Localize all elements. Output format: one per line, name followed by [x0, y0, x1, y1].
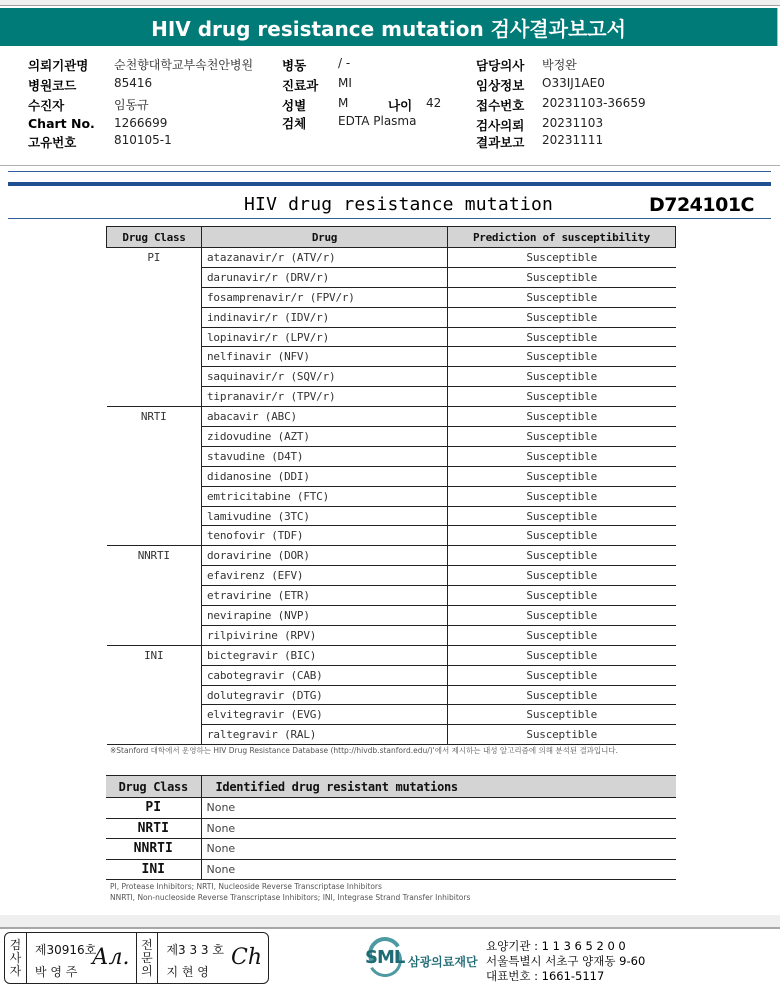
drug-class-cell [107, 486, 202, 506]
susceptibility-table-body [107, 248, 676, 745]
prediction-cell: Susceptible [448, 347, 676, 367]
examiner-label-char: 검 [9, 937, 22, 952]
request-date-label: 검사의뢰 [476, 118, 525, 133]
divider [0, 165, 780, 166]
divider [8, 171, 771, 172]
drug-class-cell [107, 685, 202, 705]
prediction-cell: Susceptible [448, 367, 676, 387]
drug-class-cell: NRTI [106, 818, 201, 839]
drug-class-cell: NRTI [107, 407, 202, 427]
examiner-label-char: 자 [9, 963, 22, 978]
drug-class-cell [107, 327, 202, 347]
specimen-value: EDTA Plasma [338, 114, 417, 128]
institution-value: 순천향대학교부속천안병원 [114, 58, 254, 72]
table-row [107, 546, 676, 566]
table-row [107, 427, 676, 447]
drug-cell: nelfinavir (NFV) [202, 347, 448, 367]
recipient-value: 임동규 [114, 98, 149, 112]
drug-cell: lamivudine (3TC) [202, 506, 448, 526]
drug-cell: cabotegravir (CAB) [202, 665, 448, 685]
drug-cell: efavirenz (EFV) [202, 566, 448, 586]
reviewer-license-no: 제3 3 3 호 [166, 943, 224, 957]
hospital-code-label: 병원코드 [28, 78, 77, 93]
drug-cell: bictegravir (BIC) [202, 645, 448, 665]
examiner-signature: Ал. [91, 945, 130, 970]
drug-cell: didanosine (DDI) [202, 466, 448, 486]
table-row [107, 685, 676, 705]
ward-label: 병동 [282, 58, 307, 73]
drug-cell: dolutegravir (DTG) [202, 685, 448, 705]
prediction-cell: Susceptible [448, 506, 676, 526]
mutations-cell: None [201, 798, 676, 819]
table-row [107, 267, 676, 287]
drug-class-cell [107, 506, 202, 526]
table-row [107, 486, 676, 506]
drug-cell: rilpivirine (RPV) [202, 625, 448, 645]
reviewer-label-char: 문 [141, 950, 153, 965]
table-row [107, 705, 676, 725]
examiner-label [5, 933, 27, 983]
prediction-cell: Susceptible [448, 446, 676, 466]
database-footnote: ※Stanford 대학에서 운영하는 HIV Drug Resistance Database (http://hivdb.stanford.edu/)'에서 제시하는 내성 알고리즘에 의해 분석된 결과입니다. [110, 746, 619, 755]
drug-class-cell [107, 267, 202, 287]
drug-cell: atazanavir/r (ATV/r) [202, 248, 448, 268]
drug-class-cell [107, 705, 202, 725]
table-row [107, 287, 676, 307]
reviewer-label-char: 전 [141, 937, 153, 952]
drug-cell: tipranavir/r (TPV/r) [202, 387, 448, 407]
doctor-label: 담당의사 [476, 58, 525, 73]
table-row [107, 526, 676, 546]
drug-class-cell: NNRTI [106, 839, 201, 860]
column-header: Drug [202, 227, 448, 248]
prediction-cell: Susceptible [448, 705, 676, 725]
abbreviation-legend [110, 881, 470, 903]
table-row [107, 625, 676, 645]
mutations-cell: None [201, 859, 676, 880]
table-header-row [106, 776, 676, 798]
top-border [0, 0, 780, 6]
prediction-cell: Susceptible [448, 586, 676, 606]
prediction-cell: Susceptible [448, 407, 676, 427]
care-institution-code: 요양기관 : 1 1 3 6 5 2 0 0 [486, 939, 626, 953]
drug-cell: doravirine (DOR) [202, 546, 448, 566]
table-row [107, 327, 676, 347]
drug-cell: zidovudine (AZT) [202, 427, 448, 447]
drug-class-cell: NNRTI [107, 546, 202, 566]
doctor-value: 박정완 [542, 58, 577, 72]
divider [8, 218, 771, 219]
reviewer-signature: Ch [231, 945, 263, 970]
table-row [107, 665, 676, 685]
drug-class-cell [107, 625, 202, 645]
prediction-cell: Susceptible [448, 267, 676, 287]
mutations-cell: None [201, 818, 676, 839]
table-row [107, 307, 676, 327]
reviewer-label-char: 의 [141, 963, 153, 978]
organization-address: 서울특별시 서초구 양재동 9-60 [486, 954, 646, 968]
drug-cell: emtricitabine (FTC) [202, 486, 448, 506]
section-title: HIV drug resistance mutation [244, 194, 554, 215]
clinical-info-label: 임상정보 [476, 78, 525, 93]
prediction-cell: Susceptible [448, 287, 676, 307]
request-date-value: 20231103 [542, 116, 604, 130]
organization-logo [365, 935, 478, 979]
drug-class-cell [107, 307, 202, 327]
logo-text: SML [365, 947, 405, 968]
legend-line: NNRTI, Non-nucleoside Reverse Transcriptase Inhibitors; INI, Integrase Strand Transfer Inhibitors [110, 893, 471, 902]
drug-cell: lopinavir/r (LPV/r) [202, 327, 448, 347]
prediction-cell: Susceptible [448, 526, 676, 546]
examiner-label-char: 사 [9, 950, 22, 965]
reviewer-name: 지 현 영 [166, 965, 209, 979]
examiner-license-no: 제30916호 [34, 943, 97, 957]
drug-class-cell [107, 387, 202, 407]
column-header: Identified drug resistant mutations [201, 776, 676, 798]
table-row [106, 859, 676, 880]
table-row [107, 387, 676, 407]
ward-value: / - [338, 56, 351, 70]
prediction-cell: Susceptible [448, 466, 676, 486]
receipt-no-value: 20231103-36659 [542, 96, 646, 110]
table-row [107, 407, 676, 427]
drug-class-cell [107, 446, 202, 466]
mutation-table [106, 775, 676, 880]
table-row [107, 506, 676, 526]
table-row [107, 586, 676, 606]
drug-class-cell [107, 586, 202, 606]
drug-cell: nevirapine (NVP) [202, 606, 448, 626]
drug-class-cell: PI [106, 798, 201, 819]
susceptibility-table [106, 226, 676, 745]
prediction-cell: Susceptible [448, 427, 676, 447]
drug-class-cell [107, 566, 202, 586]
organization-phone: 대표번호 : 1661-5117 [486, 969, 605, 983]
drug-cell: indinavir/r (IDV/r) [202, 307, 448, 327]
mutations-cell: None [201, 839, 676, 860]
drug-class-cell [107, 665, 202, 685]
drug-class-cell [107, 725, 202, 745]
test-code: D724101C [648, 194, 754, 216]
report-date-value: 20231111 [542, 133, 604, 147]
institution-label: 의뢰기관명 [28, 58, 89, 73]
report-title: HIV drug resistance mutation 검사결과보고서 [0, 8, 778, 46]
drug-cell: abacavir (ABC) [202, 407, 448, 427]
sex-value: M [338, 96, 349, 110]
prediction-cell: Susceptible [448, 307, 676, 327]
chart-no-label: Chart No. [28, 116, 95, 131]
recipient-label: 수진자 [28, 98, 65, 113]
drug-class-cell [107, 526, 202, 546]
table-row [106, 818, 676, 839]
drug-class-cell [107, 287, 202, 307]
chart-no-value: 1266699 [114, 116, 168, 130]
prediction-cell: Susceptible [448, 665, 676, 685]
drug-class-cell: INI [107, 645, 202, 665]
column-header: Drug Class [106, 776, 201, 798]
table-row [106, 798, 676, 819]
table-row [107, 645, 676, 665]
prediction-cell: Susceptible [448, 387, 676, 407]
department-value: MI [338, 76, 352, 90]
examiner-name: 박 영 주 [34, 965, 78, 979]
specimen-label: 검체 [282, 116, 307, 131]
table-row [107, 347, 676, 367]
prediction-cell: Susceptible [448, 685, 676, 705]
organization-name: 삼광의료재단 [408, 954, 478, 969]
prediction-cell: Susceptible [448, 546, 676, 566]
footer-divider [0, 915, 780, 929]
report-date-label: 결과보고 [476, 135, 525, 150]
drug-cell: tenofovir (TDF) [202, 526, 448, 546]
drug-class-cell [107, 367, 202, 387]
table-row [107, 606, 676, 626]
drug-class-cell [107, 466, 202, 486]
divider [8, 182, 771, 186]
drug-cell: raltegravir (RAL) [202, 725, 448, 745]
reviewer-cell [158, 933, 268, 983]
hospital-code-value: 85416 [114, 76, 153, 90]
table-row [106, 839, 676, 860]
prediction-cell: Susceptible [448, 625, 676, 645]
receipt-no-label: 접수번호 [476, 98, 525, 113]
column-header: Prediction of susceptibility [448, 227, 676, 248]
prediction-cell: Susceptible [448, 327, 676, 347]
drug-class-cell [107, 347, 202, 367]
patient-info [0, 55, 780, 155]
drug-class-cell: INI [106, 859, 201, 880]
drug-class-cell [107, 427, 202, 447]
prediction-cell: Susceptible [448, 486, 676, 506]
department-label: 진료과 [282, 78, 319, 93]
prediction-cell: Susceptible [448, 248, 676, 268]
sml-logo-icon [365, 935, 405, 979]
clinical-info-value: O33IJ1AE0 [542, 76, 605, 90]
table-row [107, 725, 676, 745]
drug-cell: fosamprenavir/r (FPV/r) [202, 287, 448, 307]
unique-no-value: 810105-1 [114, 133, 172, 147]
reviewer-label [137, 933, 159, 983]
examiner-cell [27, 933, 137, 983]
drug-cell: elvitegravir (EVG) [202, 705, 448, 725]
drug-cell: saquinavir/r (SQV/r) [202, 367, 448, 387]
table-row [107, 248, 676, 268]
organization-info [486, 939, 645, 984]
drug-class-cell: PI [107, 248, 202, 268]
signature-box [4, 932, 269, 984]
table-header-row [107, 227, 676, 248]
drug-cell: stavudine (D4T) [202, 446, 448, 466]
drug-class-cell [107, 606, 202, 626]
prediction-cell: Susceptible [448, 606, 676, 626]
prediction-cell: Susceptible [448, 566, 676, 586]
age-value: 42 [426, 96, 442, 110]
prediction-cell: Susceptible [448, 645, 676, 665]
table-row [107, 566, 676, 586]
legend-line: PI, Protease Inhibitors; NRTI, Nucleoside Reverse Transcriptase Inhibitors [110, 882, 382, 891]
column-header: Drug Class [107, 227, 202, 248]
table-row [107, 367, 676, 387]
drug-cell: darunavir/r (DRV/r) [202, 267, 448, 287]
age-label: 나이 [388, 98, 413, 113]
unique-no-label: 고유번호 [28, 135, 77, 150]
prediction-cell: Susceptible [448, 725, 676, 745]
table-row [107, 446, 676, 466]
drug-cell: etravirine (ETR) [202, 586, 448, 606]
table-row [107, 466, 676, 486]
sex-label: 성별 [282, 98, 307, 113]
